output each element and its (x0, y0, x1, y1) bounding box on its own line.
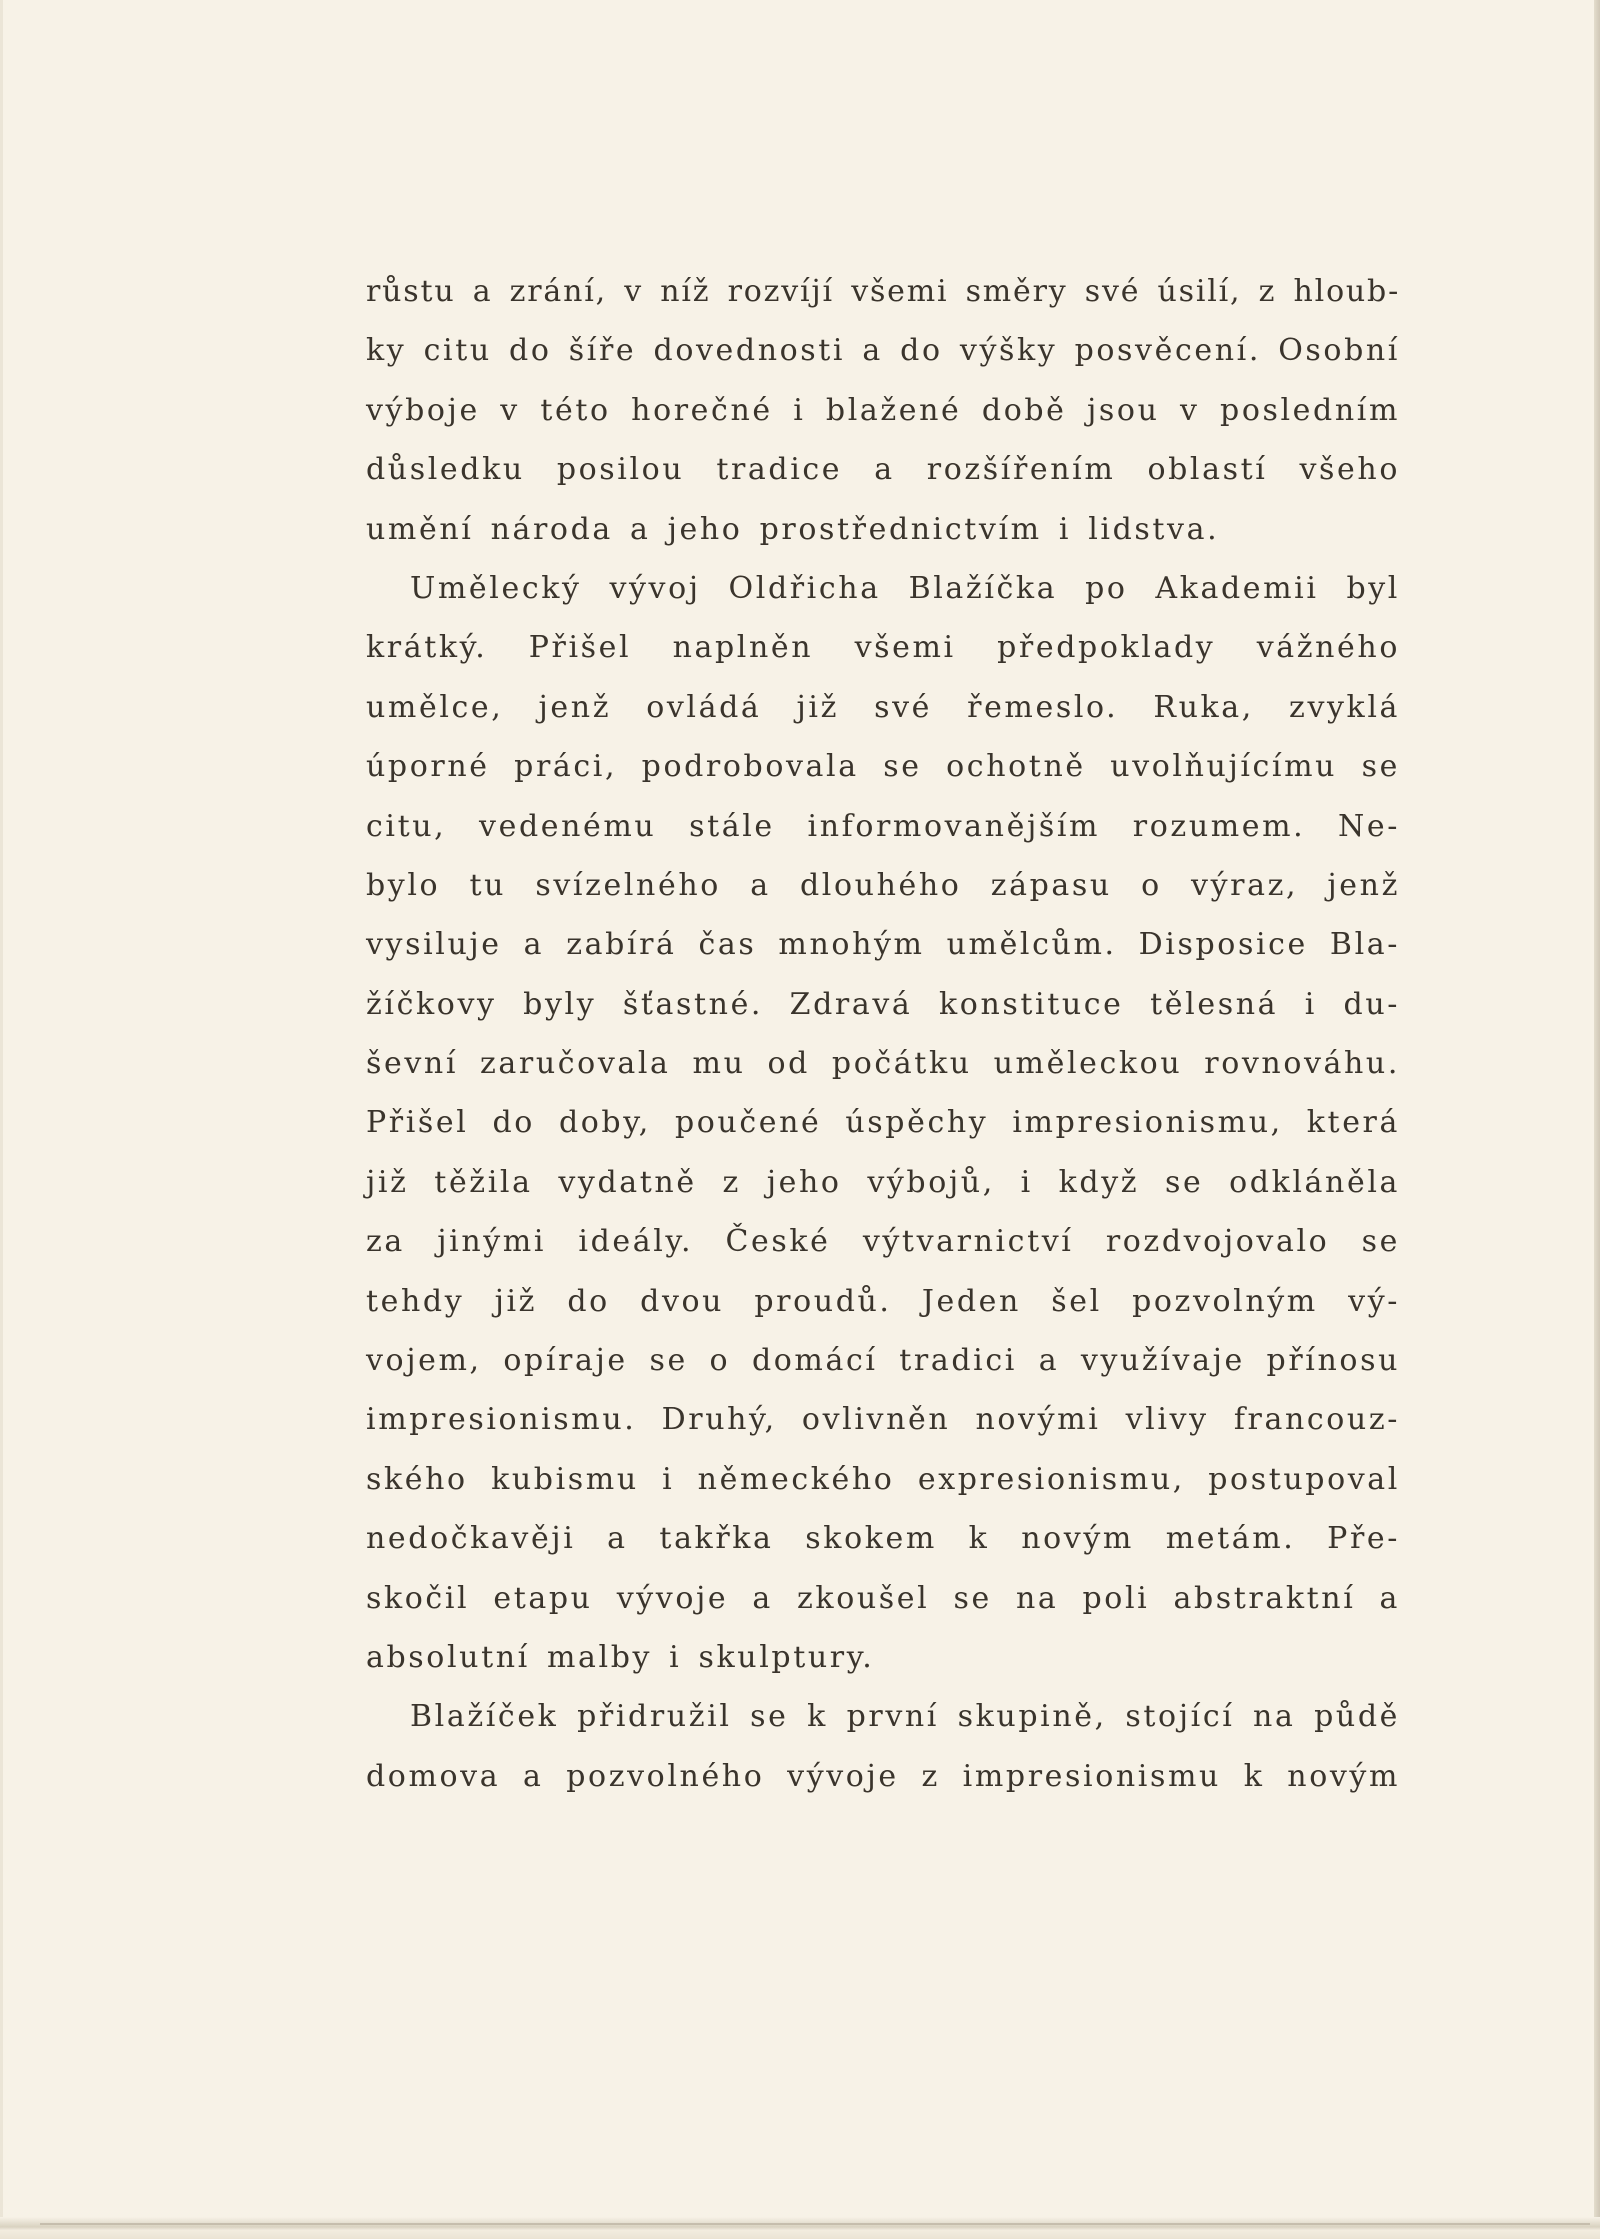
text-line: Přišel do doby, poučené úspěchy impresionismu, která (366, 1105, 1400, 1141)
body-text (366, 262, 1400, 1806)
text-line: umění národa a jeho prostřednictvím i lidstva. (366, 511, 1220, 547)
text-line: růstu a zrání, v níž rozvíjí všemi směry své úsilí, z hloub- (366, 274, 1400, 309)
text-line: důsledku posilou tradice a rozšířením oblastí všeho (366, 452, 1400, 488)
text-line: ky citu do šíře dovednosti a do výšky posvěcení. Osobní (366, 333, 1400, 369)
text-line: tehdy již do dvou proudů. Jeden šel pozvolným vý- (366, 1283, 1400, 1319)
page-right-edge (1594, 0, 1600, 2239)
text-line: umělce, jenž ovládá již své řemeslo. Ruka, zvyklá (366, 689, 1400, 725)
text-line: domova a pozvolného vývoje z impresionismu k novým (366, 1758, 1400, 1794)
text-line: již těžila vydatně z jeho výbojů, i když se odkláněla (366, 1164, 1400, 1200)
text-line: nedočkavěji a takřka skokem k novým metám. Pře- (366, 1521, 1400, 1557)
text-line: za jinými ideály. České výtvarnictví rozdvojovalo se (366, 1224, 1400, 1260)
text-line: žíčkovy byly šťastné. Zdravá konstituce tělesná i du- (366, 986, 1400, 1022)
page-left-edge (0, 0, 3, 2239)
paragraph-start-line: Blažíček přidružil se k první skupině, stojící na půdě (410, 1699, 1400, 1735)
text-line: vysiluje a zabírá čas mnohým umělcům. Disposice Bla- (366, 927, 1400, 963)
page-bottom-edge (0, 2217, 1600, 2239)
text-line: skočil etapu vývoje a zkoušel se na poli abstraktní a (366, 1580, 1400, 1616)
text-line: ševní zaručovala mu od počátku uměleckou rovnováhu. (366, 1046, 1400, 1082)
text-line: impresionismu. Druhý, ovlivněn novými vlivy francouz- (366, 1402, 1400, 1438)
text-line: ského kubismu i německého expresionismu, postupoval (366, 1461, 1400, 1497)
page-fold-line (40, 2223, 1590, 2225)
text-line: krátký. Přišel naplněn všemi předpoklady vážného (366, 630, 1400, 666)
text-line: absolutní malby i skulptury. (366, 1639, 875, 1675)
paragraph-start-line: Umělecký vývoj Oldřicha Blažíčka po Akademii byl (410, 570, 1400, 606)
text-line: bylo tu svízelného a dlouhého zápasu o výraz, jenž (366, 867, 1400, 903)
text-line: úporné práci, podrobovala se ochotně uvolňujícímu se (366, 749, 1400, 785)
text-line: citu, vedenému stále informovanějším rozumem. Ne- (366, 808, 1400, 844)
text-line: vojem, opíraje se o domácí tradici a využívaje přínosu (366, 1343, 1400, 1379)
text-line: výboje v této horečné i blažené době jsou v posledním (366, 392, 1400, 428)
